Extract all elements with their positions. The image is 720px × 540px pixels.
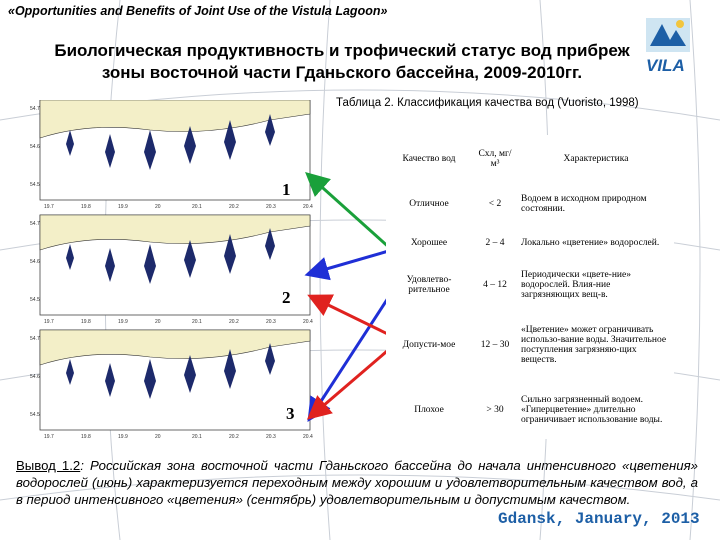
cell-chl: > 30 [486, 405, 504, 415]
conclusion-lead: Вывод 1.2 [16, 458, 81, 473]
x-tick-label: 19.8 [81, 204, 91, 210]
table-row [386, 183, 674, 225]
chlorophyll-maps [30, 100, 320, 440]
map-panel-3 [40, 330, 310, 430]
y-tick-label: 54.7 [30, 336, 40, 342]
x-tick-label: 19.9 [118, 319, 128, 325]
x-tick-label: 20.2 [229, 204, 239, 210]
y-tick-label: 54.6 [30, 374, 40, 380]
x-tick-label: 20.2 [229, 434, 239, 440]
table-header-row [386, 135, 674, 183]
logo-text: VILA [646, 56, 685, 75]
title-line-1: Биологическая продуктивность и трофический статус вод прибреж [54, 41, 630, 60]
cell-quality: Отличное [409, 199, 449, 209]
x-tick-label: 20.2 [229, 319, 239, 325]
page-title [22, 40, 662, 84]
cell-quality: Допусти-мое [402, 340, 456, 350]
title-line-2: зоны восточной части Гданьского бассейна, 2009-2010гг. [101, 63, 583, 82]
map-label-3: 3 [286, 404, 295, 423]
cell-description: Периодически «цвете-ние» водорослей. Влия-ние загрязняющих вещ-в. [521, 270, 631, 300]
header-description: Характеристика [563, 154, 629, 164]
x-tick-label: 19.7 [44, 319, 54, 325]
x-tick-label: 20.1 [192, 434, 202, 440]
x-tick-label: 19.7 [44, 204, 54, 210]
y-tick-label: 54.5 [30, 412, 40, 418]
cell-chl: < 2 [488, 199, 502, 209]
x-tick-label: 20.3 [266, 434, 276, 440]
cell-description: «Цветение» может ограничивать использо-вание воды. Значительное поступления загрязняю-щих веществ. [521, 325, 667, 365]
x-tick-label: 20 [155, 204, 161, 210]
cell-chl: 12 – 30 [480, 340, 510, 350]
x-tick-label: 19.8 [81, 319, 91, 325]
cell-description: Локально «цветение» водорослей. [521, 238, 660, 248]
conclusion-body: : Российская зона восточной части Гданьского бассейна до начала интенсивного «цветения» водорослей (июнь) характеризуется переходным между хорошим и удовлетворительным качеством вод, а в период интенсивного «цветения» (сентябрь) удовлетворительным и допустимым качеством. [16, 458, 698, 507]
cell-chl: 4 – 12 [483, 280, 507, 290]
map-label-2: 2 [282, 288, 291, 307]
y-tick-label: 54.6 [30, 144, 40, 150]
table-caption: Таблица 2. Классификация качества вод (Vuoristo, 1998) [336, 97, 639, 109]
x-tick-label: 20.3 [266, 319, 276, 325]
table-row [386, 309, 674, 381]
y-tick-label: 54.5 [30, 297, 40, 303]
map-panel-1 [40, 100, 310, 200]
x-tick-label: 20.4 [303, 319, 313, 325]
cell-quality: Хорошее [410, 238, 448, 248]
cell-quality: Удовлетво-рительное [406, 275, 452, 295]
x-tick-label: 19.9 [118, 434, 128, 440]
project-header: «Opportunities and Benefits of Joint Use of the Vistula Lagoon» [8, 4, 388, 18]
y-tick-label: 54.7 [30, 106, 40, 112]
x-tick-label: 20 [155, 434, 161, 440]
x-tick-label: 19.7 [44, 434, 54, 440]
classification-table [386, 135, 674, 439]
conclusion-text [16, 457, 698, 508]
x-tick-label: 20.1 [192, 319, 202, 325]
x-tick-label: 19.8 [81, 434, 91, 440]
map-label-1: 1 [282, 180, 291, 199]
footer-date: Gdansk, January, 2013 [498, 510, 700, 528]
cell-description: Водоем в исходном природном состоянии. [521, 194, 647, 214]
x-tick-label: 19.9 [118, 204, 128, 210]
header-quality: Качество вод [402, 154, 456, 164]
table-row [386, 225, 674, 261]
x-tick-label: 20.4 [303, 204, 313, 210]
table-row [386, 381, 674, 439]
cell-description: Сильно загрязненный водоем. «Гиперцветение» длительно ограничивает использование воды. [521, 395, 663, 425]
header-chl: Схл, мг/м³ [478, 149, 512, 169]
table-row [386, 261, 674, 309]
cell-chl: 2 – 4 [485, 238, 505, 248]
cell-quality: Плохое [414, 405, 444, 415]
x-tick-label: 20 [155, 319, 161, 325]
x-tick-label: 20.4 [303, 434, 313, 440]
y-tick-label: 54.5 [30, 182, 40, 188]
y-tick-label: 54.7 [30, 221, 40, 227]
y-tick-label: 54.6 [30, 259, 40, 265]
x-tick-label: 20.3 [266, 204, 276, 210]
x-tick-label: 20.1 [192, 204, 202, 210]
map-panel-2 [40, 215, 310, 315]
